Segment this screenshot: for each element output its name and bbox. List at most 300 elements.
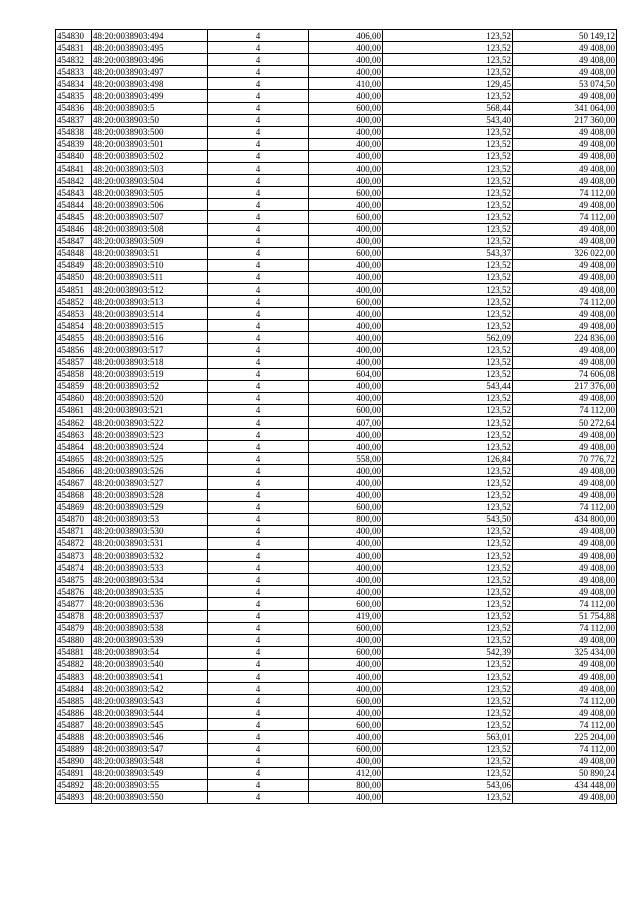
area-cell: 400,00 [309, 670, 383, 682]
cadastral-value-cell: 49 408,00 [513, 163, 617, 175]
cadastral-number-cell: 48:20:0038903:520 [92, 392, 208, 404]
category-code-cell: 4 [208, 259, 309, 271]
category-code-cell: 4 [208, 598, 309, 610]
table-row [56, 598, 617, 610]
category-code-cell: 4 [208, 767, 309, 779]
cadastral-value-cell: 74 112,00 [513, 187, 617, 199]
record-number-cell: 454852 [56, 296, 92, 308]
cadastral-number-cell: 48:20:0038903:547 [92, 743, 208, 755]
cadastral-value-cell: 49 408,00 [513, 356, 617, 368]
cadastral-value-cell: 49 408,00 [513, 574, 617, 586]
category-code-cell: 4 [208, 308, 309, 320]
cadastral-value-cell: 434 448,00 [513, 779, 617, 791]
cadastral-number-cell: 48:20:0038903:518 [92, 356, 208, 368]
area-cell: 400,00 [309, 308, 383, 320]
record-number-cell: 454890 [56, 755, 92, 767]
specific-value-cell: 123,52 [383, 658, 513, 670]
table-row [56, 187, 617, 199]
cadastral-value-cell: 49 408,00 [513, 670, 617, 682]
category-code-cell: 4 [208, 235, 309, 247]
cadastral-value-cell: 49 408,00 [513, 126, 617, 138]
category-code-cell: 4 [208, 574, 309, 586]
specific-value-cell: 123,52 [383, 489, 513, 501]
cadastral-number-cell: 48:20:0038903:545 [92, 719, 208, 731]
record-number-cell: 454864 [56, 441, 92, 453]
cadastral-value-cell: 49 408,00 [513, 271, 617, 283]
record-number-cell: 454880 [56, 634, 92, 646]
specific-value-cell: 123,52 [383, 223, 513, 235]
area-cell: 400,00 [309, 586, 383, 598]
area-cell: 600,00 [309, 743, 383, 755]
area-cell: 400,00 [309, 755, 383, 767]
category-code-cell: 4 [208, 356, 309, 368]
category-code-cell: 4 [208, 78, 309, 90]
cadastral-number-cell: 48:20:0038903:534 [92, 574, 208, 586]
category-code-cell: 4 [208, 537, 309, 549]
category-code-cell: 4 [208, 695, 309, 707]
record-number-cell: 454863 [56, 429, 92, 441]
category-code-cell: 4 [208, 658, 309, 670]
table-row [56, 54, 617, 66]
table-row [56, 211, 617, 223]
cadastral-value-cell: 74 112,00 [513, 622, 617, 634]
table-row [56, 441, 617, 453]
cadastral-number-cell: 48:20:0038903:507 [92, 211, 208, 223]
area-cell: 400,00 [309, 175, 383, 187]
cadastral-value-cell: 74 112,00 [513, 296, 617, 308]
specific-value-cell: 123,52 [383, 477, 513, 489]
record-number-cell: 454840 [56, 150, 92, 162]
area-cell: 400,00 [309, 731, 383, 743]
cadastral-number-cell: 48:20:0038903:531 [92, 537, 208, 549]
cadastral-value-cell: 49 408,00 [513, 683, 617, 695]
cadastral-number-cell: 48:20:0038903:505 [92, 187, 208, 199]
area-cell: 600,00 [309, 622, 383, 634]
area-cell: 407,00 [309, 417, 383, 429]
area-cell: 400,00 [309, 332, 383, 344]
area-cell: 600,00 [309, 646, 383, 658]
cadastral-number-cell: 48:20:0038903:509 [92, 235, 208, 247]
record-number-cell: 454842 [56, 175, 92, 187]
area-cell: 600,00 [309, 404, 383, 416]
area-cell: 400,00 [309, 392, 383, 404]
category-code-cell: 4 [208, 392, 309, 404]
record-number-cell: 454831 [56, 42, 92, 54]
area-cell: 400,00 [309, 259, 383, 271]
area-cell: 400,00 [309, 489, 383, 501]
specific-value-cell: 123,52 [383, 441, 513, 453]
category-code-cell: 4 [208, 211, 309, 223]
category-code-cell: 4 [208, 731, 309, 743]
cadastral-number-cell: 48:20:0038903:515 [92, 320, 208, 332]
category-code-cell: 4 [208, 634, 309, 646]
specific-value-cell: 123,52 [383, 755, 513, 767]
area-cell: 400,00 [309, 380, 383, 392]
cadastral-number-cell: 48:20:0038903:532 [92, 550, 208, 562]
category-code-cell: 4 [208, 791, 309, 803]
record-number-cell: 454856 [56, 344, 92, 356]
cadastral-number-cell: 48:20:0038903:529 [92, 501, 208, 513]
cadastral-number-cell: 48:20:0038903:496 [92, 54, 208, 66]
record-number-cell: 454859 [56, 380, 92, 392]
cadastral-value-cell: 49 408,00 [513, 429, 617, 441]
record-number-cell: 454862 [56, 417, 92, 429]
category-code-cell: 4 [208, 489, 309, 501]
table-row [56, 150, 617, 162]
specific-value-cell: 123,52 [383, 562, 513, 574]
cadastral-number-cell: 48:20:0038903:550 [92, 791, 208, 803]
table-row [56, 453, 617, 465]
cadastral-number-cell: 48:20:0038903:544 [92, 707, 208, 719]
category-code-cell: 4 [208, 719, 309, 731]
cadastral-value-cell: 74 112,00 [513, 695, 617, 707]
cadastral-number-cell: 48:20:0038903:537 [92, 610, 208, 622]
record-number-cell: 454836 [56, 102, 92, 114]
record-number-cell: 454876 [56, 586, 92, 598]
record-number-cell: 454855 [56, 332, 92, 344]
cadastral-value-cell: 49 408,00 [513, 175, 617, 187]
record-number-cell: 454888 [56, 731, 92, 743]
table-row [56, 489, 617, 501]
area-cell: 400,00 [309, 344, 383, 356]
area-cell: 604,00 [309, 368, 383, 380]
area-cell: 600,00 [309, 598, 383, 610]
cadastral-value-cell: 50 272,64 [513, 417, 617, 429]
record-number-cell: 454891 [56, 767, 92, 779]
category-code-cell: 4 [208, 525, 309, 537]
category-code-cell: 4 [208, 320, 309, 332]
specific-value-cell: 123,52 [383, 138, 513, 150]
specific-value-cell: 543,06 [383, 779, 513, 791]
cadastral-value-cell: 49 408,00 [513, 199, 617, 211]
cadastral-value-cell: 49 408,00 [513, 138, 617, 150]
cadastral-number-cell: 48:20:0038903:517 [92, 344, 208, 356]
cadastral-number-cell: 48:20:0038903:52 [92, 380, 208, 392]
cadastral-value-cell: 74 112,00 [513, 404, 617, 416]
cadastral-number-cell: 48:20:0038903:506 [92, 199, 208, 211]
category-code-cell: 4 [208, 247, 309, 259]
specific-value-cell: 123,52 [383, 42, 513, 54]
record-number-cell: 454873 [56, 550, 92, 562]
category-code-cell: 4 [208, 477, 309, 489]
area-cell: 400,00 [309, 562, 383, 574]
area-cell: 400,00 [309, 441, 383, 453]
table-row [56, 114, 617, 126]
category-code-cell: 4 [208, 163, 309, 175]
cadastral-number-cell: 48:20:0038903:548 [92, 755, 208, 767]
specific-value-cell: 123,52 [383, 66, 513, 78]
cadastral-value-cell: 49 408,00 [513, 441, 617, 453]
area-cell: 600,00 [309, 296, 383, 308]
specific-value-cell: 123,52 [383, 392, 513, 404]
table-row [56, 392, 617, 404]
category-code-cell: 4 [208, 513, 309, 525]
table-row [56, 259, 617, 271]
cadastral-value-cell: 49 408,00 [513, 586, 617, 598]
record-number-cell: 454871 [56, 525, 92, 537]
table-row [56, 767, 617, 779]
cadastral-value-cell: 74 112,00 [513, 743, 617, 755]
specific-value-cell: 123,52 [383, 586, 513, 598]
specific-value-cell: 123,52 [383, 622, 513, 634]
table-row [56, 417, 617, 429]
category-code-cell: 4 [208, 223, 309, 235]
record-number-cell: 454865 [56, 453, 92, 465]
cadastral-number-cell: 48:20:0038903:510 [92, 259, 208, 271]
specific-value-cell: 123,52 [383, 550, 513, 562]
cadastral-value-cell: 49 408,00 [513, 755, 617, 767]
category-code-cell: 4 [208, 175, 309, 187]
table-row [56, 163, 617, 175]
cadastral-value-cell: 49 408,00 [513, 150, 617, 162]
area-cell: 400,00 [309, 163, 383, 175]
record-number-cell: 454860 [56, 392, 92, 404]
table-row [56, 791, 617, 803]
cadastral-number-cell: 48:20:0038903:495 [92, 42, 208, 54]
category-code-cell: 4 [208, 404, 309, 416]
table-row [56, 175, 617, 187]
specific-value-cell: 562,09 [383, 332, 513, 344]
category-code-cell: 4 [208, 622, 309, 634]
table-row [56, 296, 617, 308]
cadastral-number-cell: 48:20:0038903:502 [92, 150, 208, 162]
record-number-cell: 454883 [56, 670, 92, 682]
table-row [56, 695, 617, 707]
area-cell: 400,00 [309, 537, 383, 549]
table-row [56, 610, 617, 622]
table-row [56, 271, 617, 283]
cadastral-number-cell: 48:20:0038903:549 [92, 767, 208, 779]
area-cell: 400,00 [309, 320, 383, 332]
record-number-cell: 454887 [56, 719, 92, 731]
category-code-cell: 4 [208, 707, 309, 719]
specific-value-cell: 123,52 [383, 501, 513, 513]
area-cell: 800,00 [309, 779, 383, 791]
record-number-cell: 454893 [56, 791, 92, 803]
specific-value-cell: 123,52 [383, 368, 513, 380]
cadastral-value-cell: 49 408,00 [513, 392, 617, 404]
cadastral-number-cell: 48:20:0038903:541 [92, 670, 208, 682]
record-number-cell: 454872 [56, 537, 92, 549]
cadastral-value-cell: 51 754,88 [513, 610, 617, 622]
cadastral-value-cell: 74 112,00 [513, 211, 617, 223]
cadastral-value-cell: 325 434,00 [513, 646, 617, 658]
category-code-cell: 4 [208, 453, 309, 465]
record-number-cell: 454830 [56, 30, 92, 42]
table-row [56, 537, 617, 549]
specific-value-cell: 123,52 [383, 598, 513, 610]
record-number-cell: 454861 [56, 404, 92, 416]
cadastral-number-cell: 48:20:0038903:499 [92, 90, 208, 102]
table-row [56, 634, 617, 646]
specific-value-cell: 543,40 [383, 114, 513, 126]
area-cell: 400,00 [309, 658, 383, 670]
table-row [56, 78, 617, 90]
category-code-cell: 4 [208, 779, 309, 791]
category-code-cell: 4 [208, 562, 309, 574]
area-cell: 400,00 [309, 114, 383, 126]
cadastral-value-cell: 74 112,00 [513, 719, 617, 731]
cadastral-number-cell: 48:20:0038903:523 [92, 429, 208, 441]
cadastral-value-cell: 49 408,00 [513, 259, 617, 271]
cadastral-number-cell: 48:20:0038903:530 [92, 525, 208, 537]
specific-value-cell: 123,52 [383, 211, 513, 223]
area-cell: 400,00 [309, 235, 383, 247]
cadastral-value-cell: 49 408,00 [513, 562, 617, 574]
category-code-cell: 4 [208, 743, 309, 755]
specific-value-cell: 123,52 [383, 126, 513, 138]
cadastral-number-cell: 48:20:0038903:53 [92, 513, 208, 525]
specific-value-cell: 123,52 [383, 235, 513, 247]
cadastral-number-cell: 48:20:0038903:50 [92, 114, 208, 126]
cadastral-value-cell: 49 408,00 [513, 658, 617, 670]
record-number-cell: 454858 [56, 368, 92, 380]
category-code-cell: 4 [208, 380, 309, 392]
cadastral-number-cell: 48:20:0038903:522 [92, 417, 208, 429]
specific-value-cell: 123,52 [383, 344, 513, 356]
area-cell: 400,00 [309, 90, 383, 102]
specific-value-cell: 123,52 [383, 150, 513, 162]
category-code-cell: 4 [208, 271, 309, 283]
cadastral-value-cell: 50 890,24 [513, 767, 617, 779]
category-code-cell: 4 [208, 501, 309, 513]
cadastral-number-cell: 48:20:0038903:525 [92, 453, 208, 465]
cadastral-number-cell: 48:20:0038903:542 [92, 683, 208, 695]
area-cell: 400,00 [309, 525, 383, 537]
specific-value-cell: 123,52 [383, 30, 513, 42]
table-row [56, 90, 617, 102]
record-number-cell: 454834 [56, 78, 92, 90]
category-code-cell: 4 [208, 586, 309, 598]
cadastral-value-cell: 49 408,00 [513, 320, 617, 332]
cadastral-number-cell: 48:20:0038903:508 [92, 223, 208, 235]
area-cell: 400,00 [309, 223, 383, 235]
cadastral-value-cell: 49 408,00 [513, 90, 617, 102]
specific-value-cell: 123,52 [383, 634, 513, 646]
cadastral-number-cell: 48:20:0038903:524 [92, 441, 208, 453]
record-number-cell: 454869 [56, 501, 92, 513]
category-code-cell: 4 [208, 114, 309, 126]
specific-value-cell: 123,52 [383, 610, 513, 622]
area-cell: 400,00 [309, 66, 383, 78]
specific-value-cell: 123,52 [383, 695, 513, 707]
area-cell: 400,00 [309, 634, 383, 646]
cadastral-number-cell: 48:20:0038903:498 [92, 78, 208, 90]
cadastral-value-cell: 70 776,72 [513, 453, 617, 465]
area-cell: 400,00 [309, 707, 383, 719]
specific-value-cell: 129,45 [383, 78, 513, 90]
cadastral-value-cell: 217 360,00 [513, 114, 617, 126]
cadastral-number-cell: 48:20:0038903:540 [92, 658, 208, 670]
cadastral-value-cell: 224 836,00 [513, 332, 617, 344]
table-row [56, 380, 617, 392]
cadastral-number-cell: 48:20:0038903:494 [92, 30, 208, 42]
area-cell: 400,00 [309, 356, 383, 368]
cadastral-value-cell: 341 064,00 [513, 102, 617, 114]
specific-value-cell: 123,52 [383, 719, 513, 731]
cadastral-number-cell: 48:20:0038903:497 [92, 66, 208, 78]
record-number-cell: 454845 [56, 211, 92, 223]
table-row [56, 622, 617, 634]
specific-value-cell: 123,52 [383, 537, 513, 549]
record-number-cell: 454848 [56, 247, 92, 259]
category-code-cell: 4 [208, 283, 309, 295]
category-code-cell: 4 [208, 610, 309, 622]
category-code-cell: 4 [208, 90, 309, 102]
cadastral-number-cell: 48:20:0038903:500 [92, 126, 208, 138]
area-cell: 400,00 [309, 42, 383, 54]
area-cell: 600,00 [309, 102, 383, 114]
area-cell: 400,00 [309, 283, 383, 295]
cadastral-value-cell: 74 112,00 [513, 598, 617, 610]
cadastral-number-cell: 48:20:0038903:526 [92, 465, 208, 477]
area-cell: 400,00 [309, 683, 383, 695]
area-cell: 400,00 [309, 54, 383, 66]
record-number-cell: 454853 [56, 308, 92, 320]
specific-value-cell: 123,52 [383, 417, 513, 429]
table-row [56, 235, 617, 247]
category-code-cell: 4 [208, 332, 309, 344]
cadastral-number-cell: 48:20:0038903:521 [92, 404, 208, 416]
category-code-cell: 4 [208, 66, 309, 78]
cadastral-number-cell: 48:20:0038903:539 [92, 634, 208, 646]
cadastral-number-cell: 48:20:0038903:528 [92, 489, 208, 501]
specific-value-cell: 123,52 [383, 187, 513, 199]
cadastral-value-cell: 49 408,00 [513, 283, 617, 295]
table-row [56, 574, 617, 586]
record-number-cell: 454877 [56, 598, 92, 610]
cadastral-number-cell: 48:20:0038903:54 [92, 646, 208, 658]
table-row [56, 707, 617, 719]
cadastral-value-cell: 53 074,50 [513, 78, 617, 90]
cadastral-value-cell: 49 408,00 [513, 344, 617, 356]
category-code-cell: 4 [208, 30, 309, 42]
area-cell: 600,00 [309, 187, 383, 199]
record-number-cell: 454886 [56, 707, 92, 719]
category-code-cell: 4 [208, 344, 309, 356]
record-number-cell: 454885 [56, 695, 92, 707]
area-cell: 400,00 [309, 465, 383, 477]
table-row [56, 223, 617, 235]
specific-value-cell: 123,52 [383, 271, 513, 283]
cadastral-value-cell: 50 149,12 [513, 30, 617, 42]
specific-value-cell: 123,52 [383, 683, 513, 695]
record-number-cell: 454849 [56, 259, 92, 271]
cadastral-number-cell: 48:20:0038903:51 [92, 247, 208, 259]
specific-value-cell: 123,52 [383, 199, 513, 211]
category-code-cell: 4 [208, 42, 309, 54]
area-cell: 400,00 [309, 550, 383, 562]
area-cell: 400,00 [309, 477, 383, 489]
category-code-cell: 4 [208, 187, 309, 199]
table-row [56, 102, 617, 114]
category-code-cell: 4 [208, 368, 309, 380]
table-row [56, 404, 617, 416]
specific-value-cell: 123,52 [383, 320, 513, 332]
table-row [56, 683, 617, 695]
table-row [56, 731, 617, 743]
table-row [56, 126, 617, 138]
cadastral-number-cell: 48:20:0038903:519 [92, 368, 208, 380]
record-number-cell: 454875 [56, 574, 92, 586]
category-code-cell: 4 [208, 646, 309, 658]
record-number-cell: 454889 [56, 743, 92, 755]
table-row [56, 755, 617, 767]
specific-value-cell: 123,52 [383, 743, 513, 755]
cadastral-value-cell: 49 408,00 [513, 308, 617, 320]
category-code-cell: 4 [208, 441, 309, 453]
cadastral-number-cell: 48:20:0038903:543 [92, 695, 208, 707]
